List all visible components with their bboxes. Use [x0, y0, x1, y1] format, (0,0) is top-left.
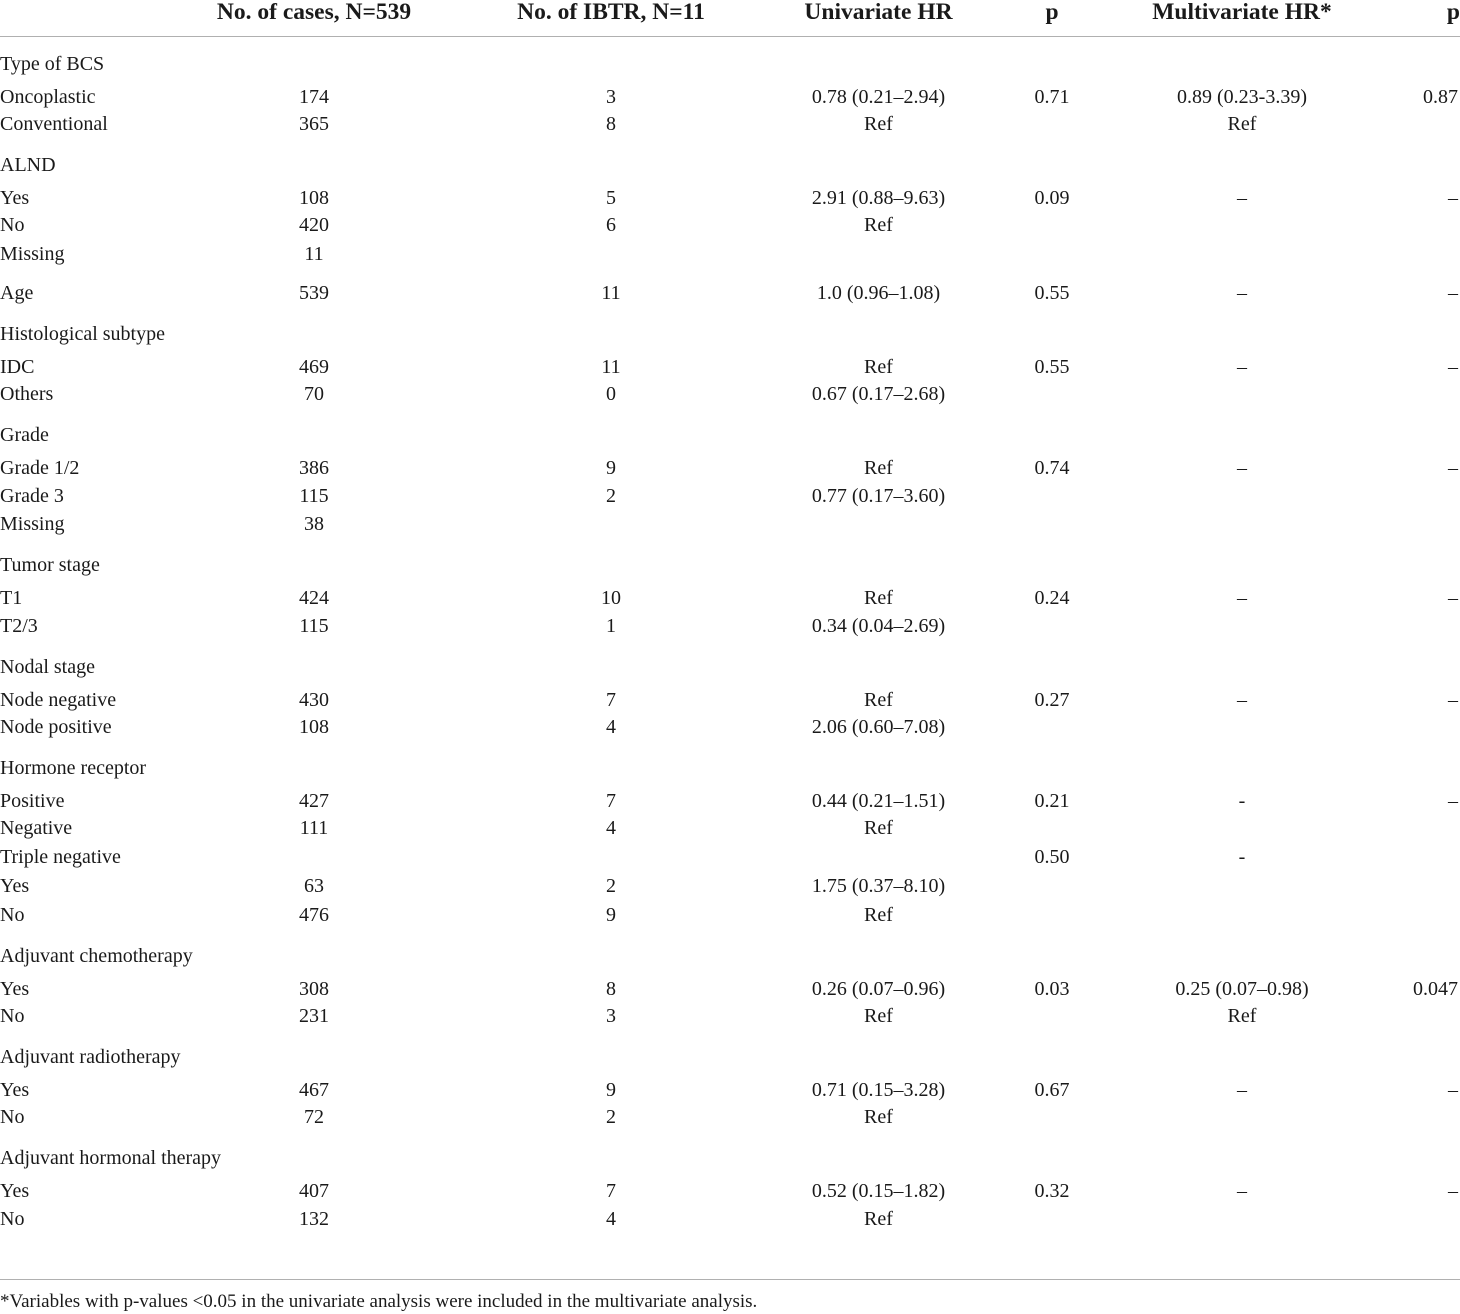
cell-cases — [186, 138, 442, 178]
table-row — [0, 1171, 1460, 1204]
cell-univariate-p — [977, 1002, 1127, 1031]
cell-multivariate-hr: – — [1237, 1078, 1247, 1101]
cell-univariate-p — [977, 138, 1127, 178]
cell-univariate-hr: 0.71 (0.15–3.28) — [811, 1078, 946, 1101]
table-row — [0, 380, 1460, 409]
table-row — [0, 1103, 1460, 1132]
cell-multivariate-hr — [1127, 409, 1357, 449]
table-body — [0, 37, 1460, 1233]
cell-variable: Missing — [0, 242, 65, 265]
cell-ibtr: 9 — [606, 1078, 616, 1101]
cell-variable: Positive — [0, 789, 65, 812]
section-row — [0, 1030, 1460, 1070]
header-ibtr: No. of IBTR, N=11 — [517, 0, 705, 25]
cell-univariate-hr: 2.06 (0.60–7.08) — [811, 715, 946, 738]
cell-ibtr: 11 — [601, 355, 621, 378]
cell-univariate-hr: Ref — [864, 1004, 893, 1027]
header-multivariate-hr: Multivariate HR* — [1152, 0, 1332, 25]
cell-ibtr: 4 — [606, 817, 616, 840]
cell-variable: Type of BCS — [0, 52, 105, 75]
table-row — [0, 969, 1460, 1002]
section-row — [0, 640, 1460, 680]
cell-variable: Conventional — [0, 112, 108, 135]
cell-univariate-p — [977, 640, 1127, 680]
cell-cases: 386 — [299, 457, 329, 480]
table-row — [0, 1204, 1460, 1233]
cell-multivariate-p — [1357, 307, 1460, 347]
cell-cases — [186, 539, 442, 579]
table-row — [0, 713, 1460, 742]
cell-ibtr: 5 — [606, 186, 616, 209]
cell-univariate-hr: 0.67 (0.17–2.68) — [811, 383, 946, 406]
cell-ibtr — [442, 409, 780, 449]
cell-univariate-p — [977, 307, 1127, 347]
cell-multivariate-hr — [1127, 380, 1357, 409]
cell-multivariate-hr — [1127, 138, 1357, 178]
cell-cases — [186, 1030, 442, 1070]
cell-variable: Adjuvant chemotherapy — [0, 944, 193, 967]
cell-ibtr — [442, 510, 780, 539]
cell-multivariate-p — [1357, 611, 1460, 640]
cell-multivariate-p: – — [1448, 789, 1458, 812]
cell-variable: Tumor stage — [0, 554, 100, 577]
cell-variable: Yes — [0, 977, 30, 1000]
cell-multivariate-p: – — [1448, 355, 1458, 378]
cell-univariate-hr: 1.0 (0.96–1.08) — [816, 282, 941, 305]
cell-variable: T1 — [0, 587, 23, 610]
table-row — [0, 448, 1460, 481]
cell-variable: Node negative — [0, 688, 117, 711]
cell-ibtr: 0 — [606, 383, 616, 406]
cell-multivariate-hr — [1127, 510, 1357, 539]
cell-univariate-p — [977, 929, 1127, 969]
cell-multivariate-hr — [1127, 481, 1357, 510]
cell-univariate-p: 0.32 — [1034, 1180, 1070, 1203]
cell-univariate-hr — [780, 37, 977, 77]
cell-univariate-p — [977, 539, 1127, 579]
cell-variable: Yes — [0, 874, 30, 897]
cell-univariate-hr — [780, 1030, 977, 1070]
cell-multivariate-p — [1357, 1030, 1460, 1070]
cell-cases: 115 — [299, 614, 329, 637]
cell-univariate-hr — [780, 1132, 977, 1172]
cell-multivariate-p: – — [1448, 587, 1458, 610]
cell-variable: Grade 3 — [0, 484, 64, 507]
cell-univariate-hr — [780, 138, 977, 178]
cell-univariate-hr: Ref — [864, 355, 893, 378]
cell-univariate-hr: 2.91 (0.88–9.63) — [811, 186, 946, 209]
bottom-rule — [0, 1279, 1460, 1280]
table-row — [0, 871, 1460, 900]
cell-ibtr: 10 — [601, 587, 621, 610]
cell-univariate-hr — [780, 843, 977, 872]
table-row — [0, 680, 1460, 713]
cell-ibtr — [442, 539, 780, 579]
section-row — [0, 409, 1460, 449]
cell-cases — [186, 307, 442, 347]
cell-multivariate-p: – — [1448, 1180, 1458, 1203]
cell-multivariate-hr: – — [1237, 282, 1247, 305]
cell-univariate-p — [977, 211, 1127, 240]
table-row — [0, 110, 1460, 139]
cell-variable: No — [0, 1106, 25, 1129]
cell-univariate-p — [977, 1132, 1127, 1172]
cell-variable: Yes — [0, 1078, 30, 1101]
cell-variable: Histological subtype — [0, 322, 165, 345]
cell-cases: 539 — [299, 282, 329, 305]
cell-univariate-p: 0.55 — [1034, 282, 1070, 305]
cell-univariate-p — [977, 900, 1127, 929]
cell-multivariate-p: – — [1448, 1078, 1458, 1101]
cell-cases: 430 — [299, 688, 329, 711]
table-row — [0, 178, 1460, 211]
cell-univariate-hr: Ref — [864, 817, 893, 840]
cell-multivariate-hr: 0.89 (0.23-3.39) — [1177, 85, 1307, 108]
cell-cases: 63 — [304, 874, 324, 897]
cell-cases: 231 — [299, 1004, 329, 1027]
cell-variable: IDC — [0, 355, 35, 378]
cell-cases: 420 — [299, 214, 329, 237]
cell-univariate-p — [977, 1103, 1127, 1132]
cell-ibtr: 7 — [606, 789, 616, 812]
cell-univariate-hr — [780, 510, 977, 539]
cell-ibtr — [442, 640, 780, 680]
cell-univariate-p — [977, 713, 1127, 742]
cell-multivariate-p — [1357, 37, 1460, 77]
cell-variable: T2/3 — [0, 614, 38, 637]
cell-univariate-p: 0.09 — [1034, 186, 1070, 209]
cell-ibtr: 8 — [606, 112, 616, 135]
cell-variable: Triple negative — [0, 846, 121, 869]
cell-univariate-p — [977, 380, 1127, 409]
cell-multivariate-p: – — [1448, 186, 1458, 209]
cell-variable: No — [0, 1207, 25, 1230]
cell-cases — [186, 929, 442, 969]
cell-multivariate-hr — [1127, 307, 1357, 347]
cell-multivariate-hr — [1127, 640, 1357, 680]
cell-variable: Nodal stage — [0, 655, 95, 678]
cell-variable: Yes — [0, 1180, 30, 1203]
cell-ibtr: 3 — [606, 85, 616, 108]
cell-cases — [186, 1132, 442, 1172]
cell-variable: Missing — [0, 513, 65, 536]
table-row — [0, 481, 1460, 510]
cell-multivariate-p — [1357, 510, 1460, 539]
cell-cases: 427 — [299, 789, 329, 812]
cell-multivariate-p — [1357, 240, 1460, 269]
cell-univariate-hr: 0.78 (0.21–2.94) — [811, 85, 946, 108]
cell-variable: Adjuvant hormonal therapy — [0, 1147, 222, 1170]
section-row — [0, 37, 1460, 77]
table-row — [0, 1002, 1460, 1031]
cell-multivariate-hr — [1127, 240, 1357, 269]
cell-univariate-p: 0.71 — [1034, 85, 1070, 108]
cell-cases — [186, 741, 442, 781]
cell-cases: 407 — [299, 1180, 329, 1203]
cell-multivariate-hr — [1127, 1030, 1357, 1070]
table-row — [0, 578, 1460, 611]
cell-univariate-hr — [780, 640, 977, 680]
cell-univariate-hr: 0.52 (0.15–1.82) — [811, 1180, 946, 1203]
cell-ibtr — [442, 741, 780, 781]
cell-multivariate-p — [1357, 380, 1460, 409]
cell-ibtr: 9 — [606, 457, 616, 480]
cell-univariate-hr: Ref — [864, 587, 893, 610]
cell-multivariate-hr — [1127, 713, 1357, 742]
cell-univariate-hr: Ref — [864, 112, 893, 135]
cell-ibtr: 11 — [601, 282, 621, 305]
cell-cases: 111 — [299, 817, 329, 840]
section-row — [0, 741, 1460, 781]
header-univariate-p: p — [1045, 0, 1059, 25]
table-row — [0, 211, 1460, 240]
cell-cases: 308 — [299, 977, 329, 1000]
cell-univariate-p — [977, 1204, 1127, 1233]
cell-ibtr: 3 — [606, 1004, 616, 1027]
cell-univariate-hr — [780, 741, 977, 781]
cell-ibtr — [442, 138, 780, 178]
cell-cases: 115 — [299, 484, 329, 507]
cell-variable: Age — [0, 282, 34, 305]
cell-variable: Adjuvant radiotherapy — [0, 1045, 181, 1068]
cell-ibtr: 2 — [606, 1106, 616, 1129]
cell-multivariate-hr — [1127, 611, 1357, 640]
cell-cases: 132 — [299, 1207, 329, 1230]
cell-ibtr: 4 — [606, 1207, 616, 1230]
section-row — [0, 1132, 1460, 1172]
cell-univariate-p — [977, 110, 1127, 139]
table-row — [0, 843, 1460, 872]
cell-univariate-hr — [780, 409, 977, 449]
cell-univariate-hr: Ref — [864, 1106, 893, 1129]
cell-multivariate-hr — [1127, 900, 1357, 929]
cell-variable: Oncoplastic — [0, 85, 96, 108]
cell-univariate-p: 0.21 — [1034, 789, 1070, 812]
cell-multivariate-p — [1357, 713, 1460, 742]
table-row — [0, 1070, 1460, 1103]
cell-multivariate-p — [1357, 539, 1460, 579]
header-row — [0, 0, 1460, 37]
cell-cases: 108 — [299, 186, 329, 209]
cell-cases: 424 — [299, 587, 329, 610]
cell-univariate-hr: 1.75 (0.37–8.10) — [811, 874, 946, 897]
cell-multivariate-p — [1357, 1103, 1460, 1132]
cell-univariate-p — [977, 741, 1127, 781]
cell-ibtr: 8 — [606, 977, 616, 1000]
cell-univariate-p: 0.55 — [1034, 355, 1070, 378]
cell-cases: 70 — [304, 383, 324, 406]
cell-variable: No — [0, 1004, 25, 1027]
cell-multivariate-p — [1357, 814, 1460, 843]
cell-univariate-hr — [780, 929, 977, 969]
table-row — [0, 268, 1460, 307]
table-row — [0, 347, 1460, 380]
cell-variable: Node positive — [0, 715, 112, 738]
cell-univariate-hr: 0.77 (0.17–3.60) — [811, 484, 946, 507]
table-row — [0, 77, 1460, 110]
cell-univariate-hr: Ref — [864, 903, 893, 926]
cell-univariate-hr: Ref — [864, 688, 893, 711]
cell-multivariate-hr — [1127, 814, 1357, 843]
section-row — [0, 539, 1460, 579]
cell-multivariate-hr — [1127, 37, 1357, 77]
cell-multivariate-p — [1357, 211, 1460, 240]
cell-ibtr — [442, 307, 780, 347]
cell-multivariate-hr: - — [1238, 789, 1246, 812]
cell-multivariate-p — [1357, 1132, 1460, 1172]
cell-univariate-p — [977, 814, 1127, 843]
cell-univariate-hr: 0.26 (0.07–0.96) — [811, 977, 946, 1000]
cell-univariate-hr: Ref — [864, 214, 893, 237]
cell-multivariate-p — [1357, 1002, 1460, 1031]
section-row — [0, 138, 1460, 178]
cell-ibtr: 4 — [606, 715, 616, 738]
cell-ibtr: 6 — [606, 214, 616, 237]
cell-univariate-hr: Ref — [864, 1207, 893, 1230]
cell-cases: 108 — [299, 715, 329, 738]
cell-univariate-p: 0.03 — [1034, 977, 1070, 1000]
cell-ibtr: 2 — [606, 874, 616, 897]
cell-multivariate-hr: – — [1237, 355, 1247, 378]
cell-univariate-p — [977, 240, 1127, 269]
table-row — [0, 611, 1460, 640]
cell-univariate-hr: Ref — [864, 457, 893, 480]
cell-ibtr — [442, 37, 780, 77]
cell-cases: 469 — [299, 355, 329, 378]
cell-cases — [186, 640, 442, 680]
cell-multivariate-hr — [1127, 1103, 1357, 1132]
cell-multivariate-p — [1357, 409, 1460, 449]
cell-univariate-p — [977, 481, 1127, 510]
cell-multivariate-hr: Ref — [1227, 112, 1257, 135]
cell-ibtr: 7 — [606, 688, 616, 711]
cell-multivariate-p — [1357, 741, 1460, 781]
cell-variable: Others — [0, 383, 54, 406]
cell-cases: 467 — [299, 1078, 329, 1101]
footnote: *Variables with p-values <0.05 in the univariate analysis were included in the multivariate analysis. — [0, 1291, 758, 1312]
cell-univariate-hr — [780, 539, 977, 579]
cell-ibtr — [442, 240, 780, 269]
cell-cases: 476 — [299, 903, 329, 926]
cell-variable: Grade — [0, 424, 49, 447]
cell-univariate-p: 0.67 — [1034, 1078, 1070, 1101]
cell-multivariate-p — [1357, 1204, 1460, 1233]
cell-multivariate-p — [1357, 110, 1460, 139]
cell-univariate-hr: 0.44 (0.21–1.51) — [811, 789, 946, 812]
cell-univariate-hr — [780, 307, 977, 347]
cell-cases — [186, 843, 442, 872]
cell-multivariate-hr: Ref — [1227, 1004, 1257, 1027]
cell-ibtr: 2 — [606, 484, 616, 507]
cell-multivariate-p: – — [1448, 282, 1458, 305]
cell-univariate-p — [977, 409, 1127, 449]
cell-univariate-p — [977, 611, 1127, 640]
section-row — [0, 929, 1460, 969]
cell-variable: Negative — [0, 817, 73, 840]
cell-multivariate-p: – — [1448, 688, 1458, 711]
cell-ibtr: 7 — [606, 1180, 616, 1203]
cell-univariate-p: 0.27 — [1034, 688, 1070, 711]
cell-multivariate-hr: – — [1237, 688, 1247, 711]
cell-multivariate-p — [1357, 640, 1460, 680]
cell-multivariate-hr — [1127, 871, 1357, 900]
cell-ibtr — [442, 843, 780, 872]
cell-ibtr — [442, 929, 780, 969]
cell-multivariate-p: 0.87 — [1423, 85, 1458, 108]
cell-variable: Grade 1/2 — [0, 457, 80, 480]
cell-univariate-p: 0.50 — [1034, 846, 1070, 869]
section-row — [0, 307, 1460, 347]
cell-univariate-p — [977, 510, 1127, 539]
cell-cases — [186, 409, 442, 449]
cell-variable: Hormone receptor — [0, 756, 147, 779]
cell-cases: 72 — [304, 1106, 324, 1129]
cell-univariate-p — [977, 1030, 1127, 1070]
cell-variable: Yes — [0, 186, 30, 209]
cell-multivariate-hr: – — [1237, 457, 1247, 480]
cell-cases — [186, 37, 442, 77]
cell-ibtr: 1 — [606, 614, 616, 637]
cell-ibtr: 9 — [606, 903, 616, 926]
cell-cases: 365 — [299, 112, 329, 135]
table-row — [0, 814, 1460, 843]
cell-univariate-hr: 0.34 (0.04–2.69) — [811, 614, 946, 637]
cell-ibtr — [442, 1030, 780, 1070]
cell-variable: ALND — [0, 153, 56, 176]
cell-multivariate-hr: 0.25 (0.07–0.98) — [1175, 977, 1309, 1000]
cell-multivariate-hr: – — [1237, 1180, 1247, 1203]
cell-multivariate-hr: – — [1237, 186, 1247, 209]
cell-multivariate-p — [1357, 871, 1460, 900]
cell-multivariate-p: – — [1448, 457, 1458, 480]
cell-multivariate-p: 0.047 — [1413, 977, 1458, 1000]
cell-multivariate-p — [1357, 481, 1460, 510]
table-row — [0, 781, 1460, 814]
header-univariate-hr: Univariate HR — [804, 0, 953, 25]
cell-multivariate-p — [1357, 900, 1460, 929]
cell-multivariate-hr — [1127, 929, 1357, 969]
header-multivariate-p: p — [1446, 0, 1460, 25]
cell-univariate-hr — [780, 240, 977, 269]
cell-multivariate-hr — [1127, 741, 1357, 781]
cell-univariate-p — [977, 871, 1127, 900]
cell-univariate-p: 0.24 — [1034, 587, 1070, 610]
cell-ibtr — [442, 1132, 780, 1172]
header-variable — [0, 0, 186, 37]
cell-univariate-p: 0.74 — [1034, 457, 1070, 480]
cell-multivariate-p — [1357, 929, 1460, 969]
table-row — [0, 510, 1460, 539]
cell-multivariate-hr — [1127, 539, 1357, 579]
header-cases: No. of cases, N=539 — [216, 0, 412, 25]
cell-cases: 174 — [299, 85, 329, 108]
cell-multivariate-hr — [1127, 1132, 1357, 1172]
cell-multivariate-hr: – — [1237, 587, 1247, 610]
cell-cases: 38 — [304, 513, 324, 536]
cell-multivariate-p — [1357, 843, 1460, 872]
table-row — [0, 240, 1460, 269]
cell-multivariate-hr: - — [1238, 846, 1246, 869]
cell-multivariate-p — [1357, 138, 1460, 178]
cell-univariate-p — [977, 37, 1127, 77]
table-row — [0, 900, 1460, 929]
cell-cases: 11 — [304, 242, 324, 265]
cell-variable: No — [0, 903, 25, 926]
cell-multivariate-hr — [1127, 1204, 1357, 1233]
cell-multivariate-hr — [1127, 211, 1357, 240]
cell-variable: No — [0, 214, 25, 237]
